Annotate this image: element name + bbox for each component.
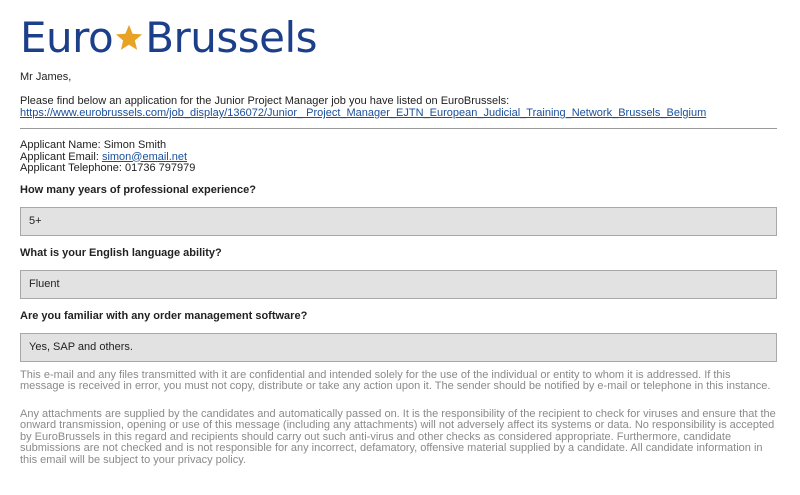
intro-paragraph <box>20 95 760 119</box>
applicant-email-label: Applicant Email: <box>20 150 102 163</box>
eurobrussels-logo[interactable] <box>20 13 777 62</box>
question-experience: How many years of professional experience? <box>20 183 256 196</box>
greeting: Mr James, <box>20 71 72 83</box>
answer-software <box>20 333 777 362</box>
question-software: Are you familiar with any order management software? <box>20 309 308 322</box>
logo-text-brussels: Brussels <box>145 13 318 62</box>
applicant-name-label: Applicant Name: <box>20 139 104 151</box>
divider <box>20 128 777 129</box>
applicant-phone-row <box>20 163 777 175</box>
logo-text-euro: Euro <box>20 13 114 62</box>
applicant-phone: 01736 797979 <box>125 162 196 174</box>
applicant-email-link[interactable]: simon@email.net <box>101 150 188 163</box>
applicant-details <box>20 140 777 175</box>
question-english: What is your English language ability? <box>20 246 222 259</box>
answer-text: Fluent <box>29 277 60 290</box>
intro-text: Please find below an application for the Junior Project Manager job you have listed on EuroBrussels: <box>20 95 510 107</box>
applicant-phone-label: Applicant Telephone: <box>20 162 125 174</box>
attachments-disclaimer: Any attachments are supplied by the candidates and automatically passed on. It is the responsibility of the recipient to check for viruses and ensure that the onward transmission, opening or use of this message (including any attachments) will not adversely affect its systems or data. No responsibility is accepted by EuroBrussels in this regard and recipients should carry out such anti-virus and other checks as considered appropriate. Furthermore, candidate submissions are not checked and is not responsible for any incorrect, defamatory, offensive material supplied by a candidate. All candidate information in this email will be subject to your privacy policy. <box>20 407 776 466</box>
email-body <box>0 13 800 466</box>
answer-experience <box>20 207 777 236</box>
applicant-name: Simon Smith <box>103 139 167 151</box>
star-icon <box>114 23 144 53</box>
confidentiality-disclaimer: This e-mail and any files transmitted with it are confidential and intended solely for the use of the individual or entity to whom it is addressed. If this message is received in error, you must not copy, distribute or take any action upon it. The sender should be notified by e-mail or telephone in this instance. <box>20 368 771 392</box>
answer-english <box>20 270 777 299</box>
answer-text: 5+ <box>29 214 42 227</box>
answer-text: Yes, SAP and others. <box>29 340 133 353</box>
job-listing-link[interactable]: https://www.eurobrussels.com/job_display/136072/Junior_ Project_Manager_EJTN_European_Judicial_Training_Network_Brussels_Belgium <box>20 107 707 119</box>
